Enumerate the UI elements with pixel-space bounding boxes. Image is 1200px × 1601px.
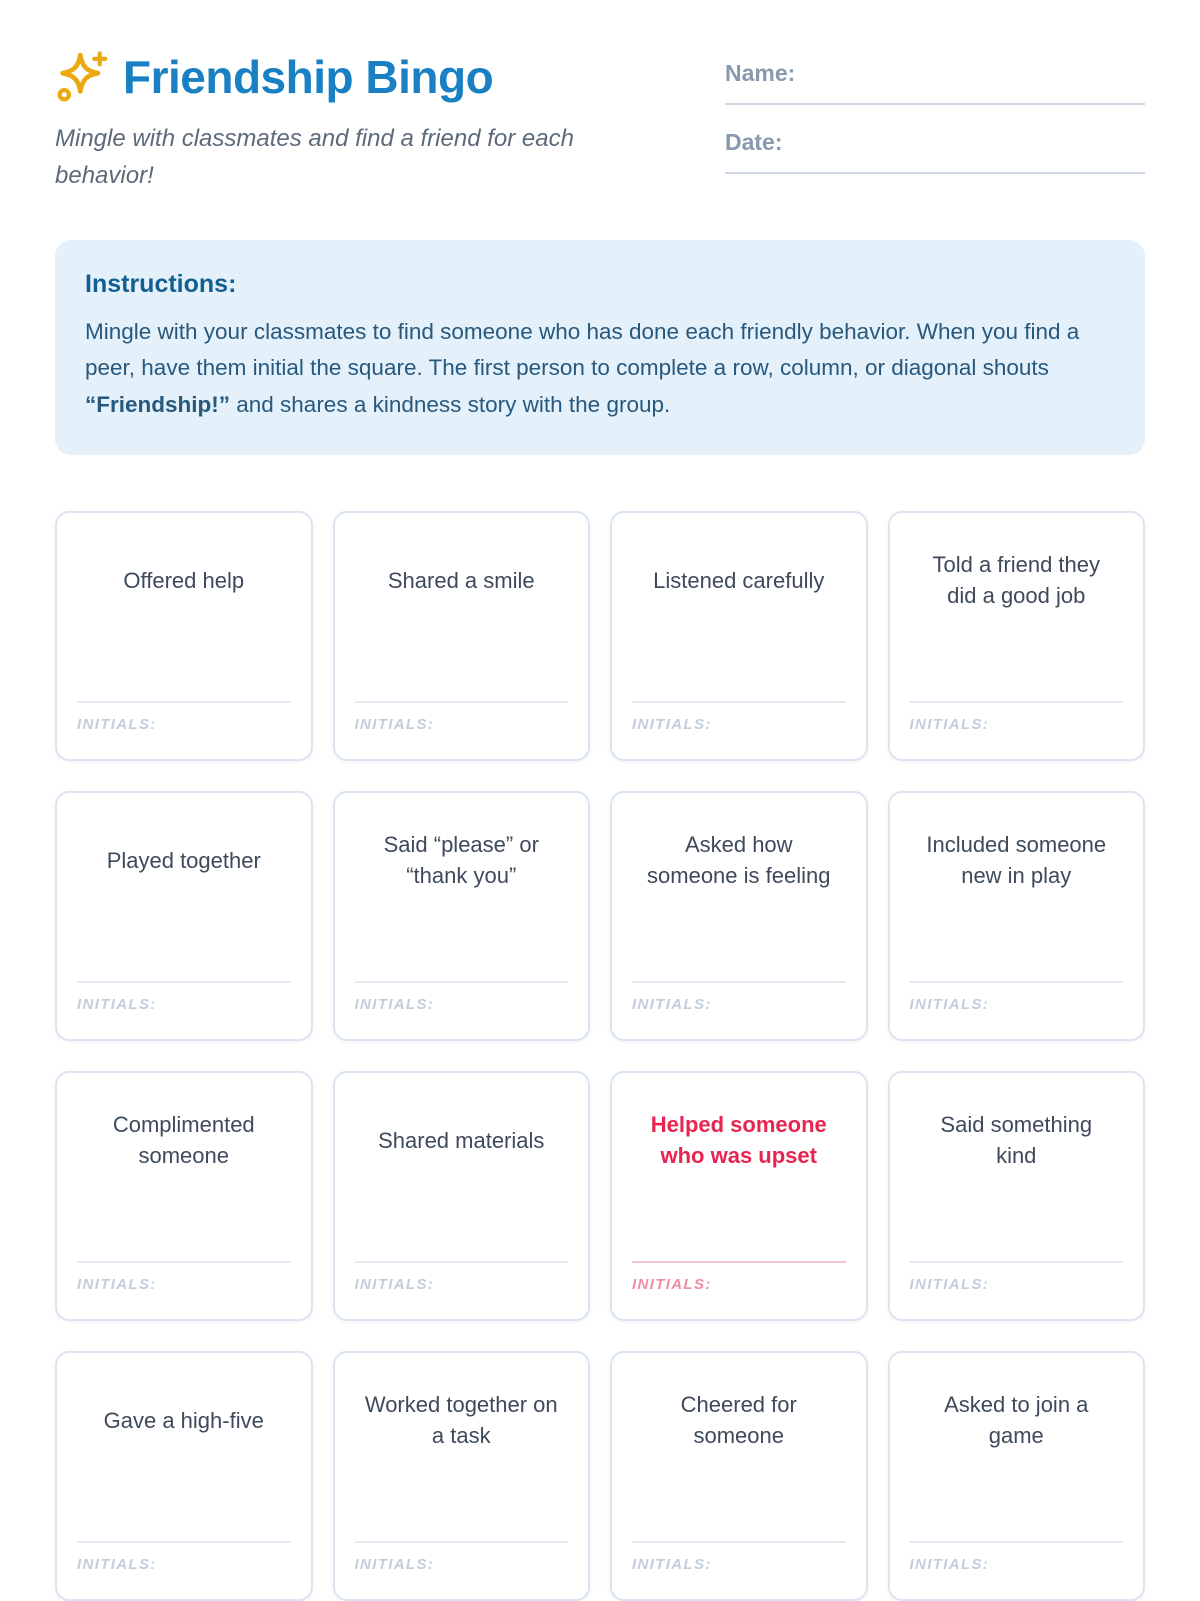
cell-label: Asked how someone is feeling	[647, 832, 831, 889]
page-title: Friendship Bingo	[123, 51, 494, 103]
date-input[interactable]	[725, 156, 1145, 174]
name-field-label: Name:	[725, 60, 796, 86]
bingo-cell-played-together[interactable]	[55, 791, 313, 1041]
initials-label: INITIALS:	[354, 1556, 435, 1574]
bingo-cell-shared-materials[interactable]	[333, 1071, 591, 1321]
bingo-cell-complimented-someone[interactable]	[55, 1071, 313, 1321]
bingo-cell-said-please-thank-you[interactable]	[333, 791, 591, 1041]
bingo-cell-listened-carefully[interactable]	[610, 511, 868, 761]
initials-label: INITIALS:	[354, 1276, 435, 1294]
initials-input[interactable]	[77, 701, 291, 703]
cell-label: Complimented someone	[112, 1112, 255, 1169]
initials-input[interactable]	[355, 1541, 569, 1543]
cell-label: Shared materials	[378, 1127, 545, 1153]
cell-label: Said “please” or “thank you”	[383, 832, 539, 889]
instructions-panel	[55, 240, 1145, 455]
initials-label: INITIALS:	[354, 716, 435, 734]
initials-input[interactable]	[910, 1261, 1124, 1263]
initials-label: INITIALS:	[909, 1556, 990, 1574]
instructions-heading: Instructions:	[85, 270, 237, 298]
cell-label: Worked together on a task	[364, 1392, 558, 1449]
initials-label: INITIALS:	[909, 716, 990, 734]
cell-label: Cheered for someone	[680, 1392, 797, 1449]
bingo-cell-asked-how-someone-is-feeling[interactable]	[610, 791, 868, 1041]
initials-label: INITIALS:	[632, 996, 712, 1014]
bingo-cell-cheered-for-someone[interactable]	[610, 1351, 868, 1601]
bingo-cell-asked-to-join-a-game[interactable]	[888, 1351, 1146, 1601]
initials-label: INITIALS:	[77, 1556, 157, 1574]
bingo-cell-shared-a-smile[interactable]	[333, 511, 591, 761]
bingo-cell-included-someone-new[interactable]	[888, 791, 1146, 1041]
cell-label: Included someone new in play	[926, 832, 1107, 889]
initials-label: INITIALS:	[354, 996, 435, 1014]
initials-input[interactable]	[910, 981, 1124, 983]
initials-input[interactable]	[77, 981, 291, 983]
initials-input[interactable]	[632, 701, 846, 703]
cell-label: Listened carefully	[653, 567, 825, 593]
initials-input[interactable]	[77, 1541, 291, 1543]
initials-label: INITIALS:	[632, 716, 712, 734]
initials-label: INITIALS:	[77, 996, 157, 1014]
initials-input[interactable]	[632, 981, 846, 983]
header-left	[55, 46, 655, 194]
instructions-body	[85, 314, 1111, 423]
initials-input[interactable]	[632, 1541, 846, 1543]
initials-label: INITIALS:	[77, 1276, 157, 1294]
bingo-cell-helped-someone-upset[interactable]	[610, 1071, 868, 1321]
initials-input[interactable]	[632, 1261, 846, 1263]
initials-label: INITIALS:	[909, 996, 990, 1014]
initials-label: INITIALS:	[632, 1556, 712, 1574]
name-input[interactable]	[725, 87, 1145, 105]
cell-label: Offered help	[123, 567, 245, 593]
name-field	[725, 60, 1145, 105]
bingo-cell-offered-help[interactable]	[55, 511, 313, 761]
bingo-cell-told-a-friend-good-job[interactable]	[888, 511, 1146, 761]
instructions-text-after: and shares a kindness story with the group.	[230, 391, 671, 417]
initials-label: INITIALS:	[909, 1276, 990, 1294]
initials-label: INITIALS:	[77, 716, 157, 734]
header	[55, 46, 1145, 198]
initials-input[interactable]	[77, 1261, 291, 1263]
initials-input[interactable]	[355, 1261, 569, 1263]
cell-label: Told a friend they did a good job	[932, 552, 1101, 609]
initials-label: INITIALS:	[632, 1276, 712, 1294]
initials-input[interactable]	[910, 1541, 1124, 1543]
date-field	[725, 129, 1145, 174]
bingo-cell-said-something-kind[interactable]	[888, 1071, 1146, 1321]
date-field-label: Date:	[725, 129, 783, 155]
cell-label: Played together	[106, 847, 261, 873]
bingo-grid	[55, 511, 1145, 1601]
cell-label: Asked to join a game	[944, 1392, 1089, 1449]
cell-label: Helped someone who was upset	[650, 1112, 827, 1169]
page-subtitle: Mingle with classmates and find a friend for each behavior!	[55, 125, 574, 190]
header-fields	[725, 60, 1145, 198]
cell-label: Shared a smile	[387, 567, 535, 593]
bingo-cell-gave-a-high-five[interactable]	[55, 1351, 313, 1601]
title-row	[55, 46, 655, 108]
initials-input[interactable]	[910, 701, 1124, 703]
cell-label: Gave a high-five	[103, 1407, 264, 1433]
sparkles-icon	[55, 46, 109, 108]
cell-label: Said something kind	[940, 1112, 1093, 1169]
initials-input[interactable]	[355, 981, 569, 983]
bingo-cell-worked-together-on-task[interactable]	[333, 1351, 591, 1601]
instructions-text-before: Mingle with your classmates to find someone who has done each friendly behavior. When you find a peer, have them initial the square. The first person to complete a row, column, or diagonal shouts	[85, 319, 1080, 381]
initials-input[interactable]	[355, 701, 569, 703]
instructions-text-bold: “Friendship!”	[85, 391, 230, 417]
